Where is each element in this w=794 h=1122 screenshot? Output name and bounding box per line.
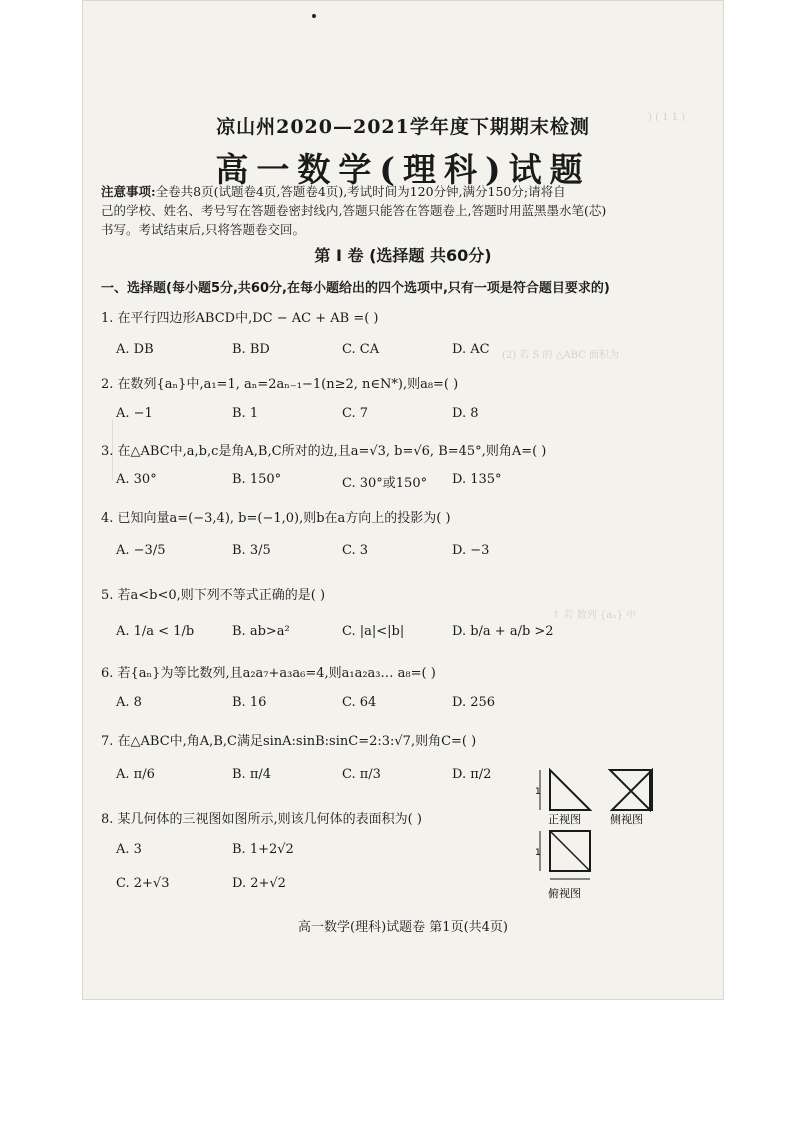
q2-option-a: A. −1 <box>116 406 153 421</box>
section-instruction: 一、选择题(每小题5分,共60分,在每小题给出的四个选项中,只有一项是符合题目要求的) <box>101 281 610 296</box>
q3-option-c: C. 30°或150° <box>342 476 428 491</box>
section-title: 第 Ⅰ 卷 (选择题 共60分) <box>314 246 492 265</box>
q4-option-d: D. −3 <box>452 543 490 558</box>
question-4-stem: 4. 已知向量a=(−3,4), b=(−1,0),则b在a方向上的投影为( ) <box>101 511 451 526</box>
front-view <box>535 770 590 810</box>
notice-line-3: 书写。考试结束后,只将答题卷交回。 <box>101 222 305 237</box>
q4-option-c: C. 3 <box>342 543 369 558</box>
q5-option-b: B. ab>a² <box>232 624 290 639</box>
question-3-stem: 3. 在△ABC中,a,b,c是角A,B,C所对的边,且a=√3, b=√6, B=45°,则角A=( ) <box>101 444 547 459</box>
q7-option-c: C. π/3 <box>342 767 381 782</box>
q5-option-c: C. |a|<|b| <box>342 624 405 639</box>
page-footer: 高一数学(理科)试题卷 第1页(共4页) <box>298 920 508 935</box>
question-6-stem: 6. 若{aₙ}为等比数列,且a₂a₇+a₃a₆=4,则a₁a₂a₃… a₈=( ) <box>101 666 436 681</box>
q4-option-b: B. 3/5 <box>232 543 271 558</box>
q3-option-d: D. 135° <box>452 472 502 487</box>
notice-label: 注意事项: <box>101 184 156 199</box>
q8-option-c: C. 2+√3 <box>116 876 170 891</box>
notice-block <box>101 182 701 239</box>
notice-line-1: 全卷共8页(试题卷4页,答题卷4页),考试时间为120分钟,满分150分;请将自 <box>155 184 566 199</box>
q1-option-d: D. AC <box>452 342 490 357</box>
q3-option-a: A. 30° <box>116 472 157 487</box>
scan-dot <box>312 14 316 18</box>
question-8-stem: 8. 某几何体的三视图如图所示,则该几何体的表面积为( ) <box>101 812 422 827</box>
q5-option-a: A. 1/a < 1/b <box>116 624 195 639</box>
q8-option-a: A. 3 <box>116 842 142 857</box>
three-view-figure <box>532 765 662 905</box>
front-view-label: 正视图 <box>548 813 581 826</box>
top-view <box>535 831 590 879</box>
question-1-stem: 1. 在平行四边形ABCD中,DC − AC + AB =( ) <box>101 311 379 326</box>
q1-option-b: B. BD <box>232 342 270 357</box>
exam-title: 凉山州2020—2021学年度下期期末检测 <box>216 116 590 138</box>
front-dim-label: 1 <box>535 787 541 797</box>
q5-option-d: D. b/a + a/b >2 <box>452 624 554 639</box>
top-dim-label: 1 <box>535 848 541 858</box>
q6-option-b: B. 16 <box>232 695 267 710</box>
q8-option-d: D. 2+√2 <box>232 876 286 891</box>
q2-option-b: B. 1 <box>232 406 259 421</box>
q7-option-a: A. π/6 <box>116 767 155 782</box>
q3-option-b: B. 150° <box>232 472 282 487</box>
question-2-stem: 2. 在数列{aₙ}中,a₁=1, aₙ=2aₙ₋₁−1(n≥2, n∈N*),则a₈=( ) <box>101 377 459 392</box>
notice-line-2: 己的学校、姓名、考号写在答题卷密封线内,答题只能答在答题卷上,答题时用蓝黑墨水笔(芯) <box>101 203 607 218</box>
q7-option-d: D. π/2 <box>452 767 492 782</box>
q6-option-a: A. 8 <box>116 695 142 710</box>
q4-option-a: A. −3/5 <box>116 543 166 558</box>
q2-option-d: D. 8 <box>452 406 479 421</box>
top-view-label: 俯视图 <box>548 887 581 900</box>
q2-option-c: C. 7 <box>342 406 369 421</box>
q6-option-c: C. 64 <box>342 695 377 710</box>
side-view-label: 侧视图 <box>610 813 643 826</box>
side-view <box>610 770 652 810</box>
q1-option-a: A. DB <box>116 342 154 357</box>
q1-option-c: C. CA <box>342 342 380 357</box>
q7-option-b: B. π/4 <box>232 767 272 782</box>
question-5-stem: 5. 若a<b<0,则下列不等式正确的是( ) <box>101 588 326 603</box>
question-7-stem: 7. 在△ABC中,角A,B,C满足sinA:sinB:sinC=2:3:√7,则角C=( ) <box>101 734 477 749</box>
q6-option-d: D. 256 <box>452 695 496 710</box>
exam-subtitle: 高一数学(理科)试题 <box>215 150 591 189</box>
exam-sheet: ) ( 1 1 ) (2) 若 S 的 △ABC 面积为 ↑ 若 数列 {aₙ} 中 凉山州2020—2021学年度下期期末检测 高一数学(理科)试题 注意事项:全卷共8页(试题卷4页,答题卷4页),考试时间为120分钟,满分150分;请将自 己的学校、姓名、考号写在答题卷密封线内,答题只能答在答题卷上,答题时用蓝黑墨水笔(芯) 书写。考试结束后,只将答题卷交回。 第 Ⅰ 卷 (选择题 共60分) 一、选择题(每小题5分,共60分,在每小题给出的四个选项中,只有一项是符合题目要求的) 1. 在平行四边形ABCD中,DC − AC + AB =( ) A. DB B. BD C. CA D. AC 2. 在数列{aₙ}中,a₁=1, aₙ=2aₙ₋₁−1(n≥2, n∈N*),则a₈=( ) A. −1 B. 1 C. 7 D. 8 3. 在△ABC中,a,b,c是角A,B,C所对的边,且a=√3, b=√6, B=45°,则角A=( ) A. 30° B. 150° C. 30°或150° D. 135° 4. 已知向量a=(−3,4), b=(−1,0),则b在a方向上的投影为( ) A. −3/5 B. 3/5 C. 3 D. −3 5. 若a<b<0,则下列不等式正确的是( ) A. 1/a < 1/b B. ab>a² C. |a|<|b| D. b/a + a/b >2 6. 若{aₙ}为等比数列,且a₂a₇+a₃a₆=4,则a₁a₂a₃… a₈=( ) A. 8 B. 16 C. 64 D. 256 7. 在△ABC中,角A,B,C满足sinA:sinB:sinC=2:3:√7,则角C=( ) A. π/6 B. π/4 C. π/3 D. π/2 8. 某几何体的三视图如图所示,则该几何体的表面积为( ) A. 3 B. 1+2√2 C. 2+√3 D. 2+√2 1 正视图 侧视图 1 俯视图 高一数学(理科)试题卷 第1页(共4页) <box>82 0 724 1000</box>
q8-option-b: B. 1+2√2 <box>232 842 294 857</box>
